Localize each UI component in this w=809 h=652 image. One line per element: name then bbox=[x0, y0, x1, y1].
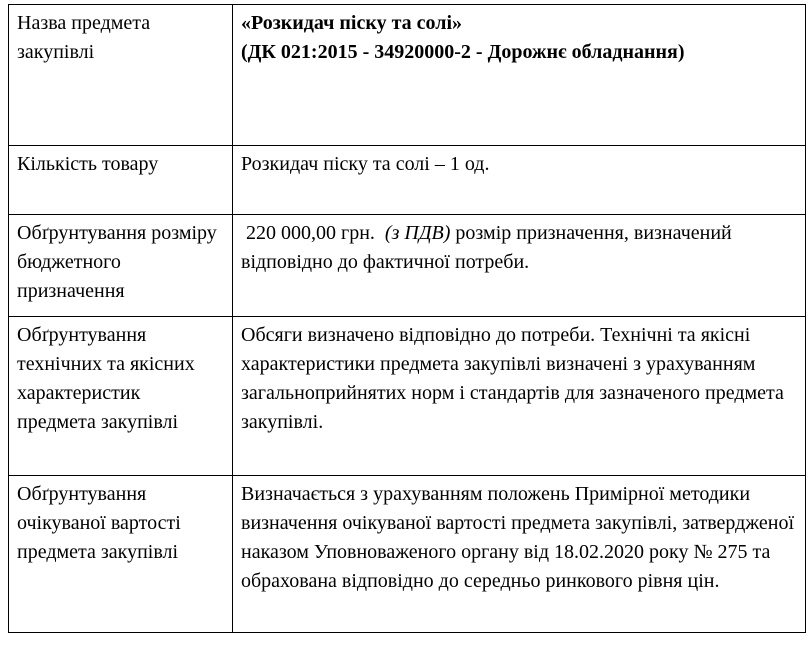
label-cell bbox=[9, 5, 233, 146]
quantity-value: Розкидач піску та солі – 1 од. bbox=[241, 153, 490, 175]
value-cell bbox=[233, 5, 806, 146]
table-row bbox=[9, 317, 806, 476]
procurement-info-table bbox=[8, 4, 806, 633]
table-row bbox=[9, 146, 806, 215]
technical-justification-label: Обґрунтування технічних та якісних характеристик предмета закупівлі bbox=[17, 324, 195, 433]
label-cell bbox=[9, 317, 233, 476]
procurement-subject-code: (ДК 021:2015 - 34920000-2 - Дорожнє обладнання) bbox=[241, 41, 685, 63]
expected-cost-label: Обґрунтування очікуваної вартості предмета закупівлі bbox=[17, 483, 181, 563]
value-cell bbox=[233, 476, 806, 633]
label-cell bbox=[9, 215, 233, 317]
procurement-subject-label: Назва предмета закупівлі bbox=[17, 12, 151, 63]
vat-note: (з ПДВ) bbox=[384, 222, 451, 244]
value-cell bbox=[233, 215, 806, 317]
table-row bbox=[9, 215, 806, 317]
technical-justification-value: Обсяги визначено відповідно до потреби. Технічні та якісні характеристики предмета закупівлі визначені з урахуванням загальноприйнятих норм і стандартів для зазначеного предмета закупівлі. bbox=[241, 324, 784, 433]
label-cell bbox=[9, 476, 233, 633]
table-row bbox=[9, 476, 806, 633]
budget-justification-label: Обґрунтування розміру бюджетного призначення bbox=[17, 222, 217, 302]
value-cell bbox=[233, 317, 806, 476]
expected-cost-value: Визначається з урахуванням положень Примірної методики визначення очікуваної вартості предмета закупівлі, затвердженої наказом Уповноваженого органу від 18.02.2020 року № 275 та обрахована відповідно до середньо ринкового рівня цін. bbox=[241, 483, 795, 592]
label-cell bbox=[9, 146, 233, 215]
procurement-subject-name: «Розкидач піску та солі» bbox=[241, 12, 463, 34]
budget-description: розмір призначення, визначений відповідно до фактичної потреби. bbox=[241, 222, 732, 273]
value-cell bbox=[233, 146, 806, 215]
quantity-label: Кількість товару bbox=[17, 153, 159, 175]
budget-amount: 220 000,00 грн. bbox=[241, 222, 385, 244]
table-row bbox=[9, 5, 806, 146]
